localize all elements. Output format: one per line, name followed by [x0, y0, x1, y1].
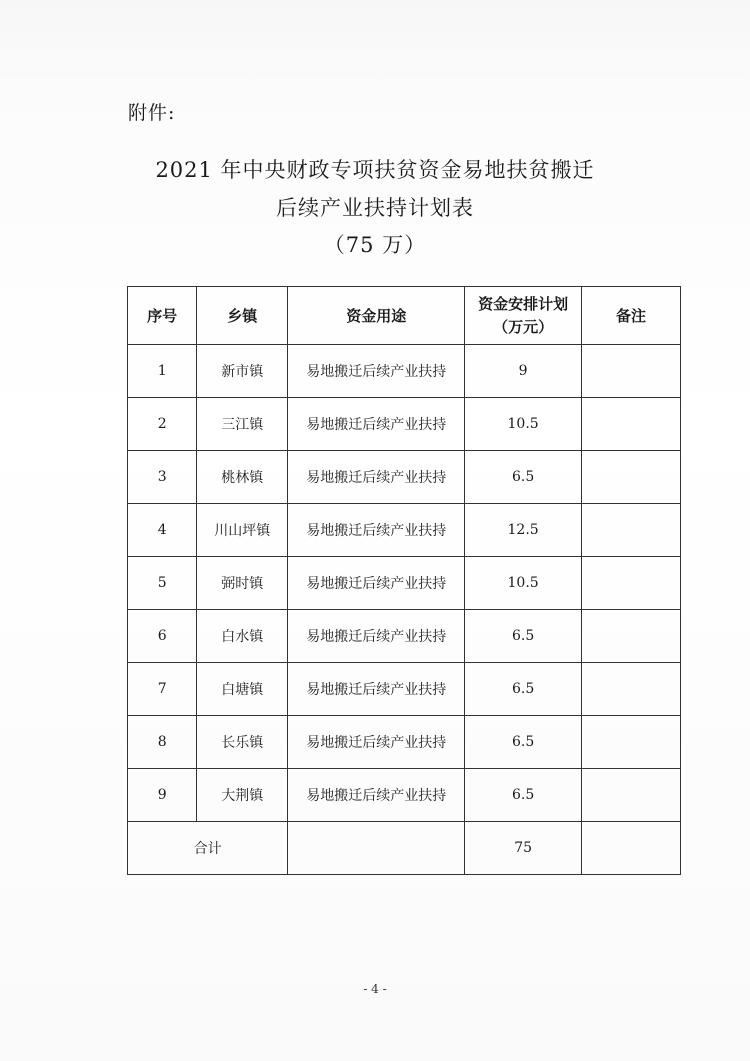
- row-remark: [582, 451, 681, 504]
- row-index: 8: [128, 716, 197, 769]
- row-usage: 易地搬迁后续产业扶持: [288, 610, 465, 663]
- table-row: [128, 504, 681, 557]
- row-remark: [582, 557, 681, 610]
- row-amount: 10.5: [465, 557, 582, 610]
- row-index: 5: [128, 557, 197, 610]
- row-amount: 9: [465, 345, 582, 398]
- row-amount: 6.5: [465, 716, 582, 769]
- row-index: 7: [128, 663, 197, 716]
- total-remark-cell: [582, 822, 681, 875]
- row-town: 弼时镇: [197, 557, 288, 610]
- title-line-1: 2021 年中央财政专项扶贫资金易地扶贫搬迁: [155, 158, 595, 182]
- table-body: [128, 345, 681, 822]
- row-usage: 易地搬迁后续产业扶持: [288, 769, 465, 822]
- total-row: [128, 822, 681, 875]
- row-town: 长乐镇: [197, 716, 288, 769]
- table-header-row: [128, 287, 681, 345]
- row-town: 新市镇: [197, 345, 288, 398]
- row-usage: 易地搬迁后续产业扶持: [288, 451, 465, 504]
- row-index: 9: [128, 769, 197, 822]
- row-remark: [582, 716, 681, 769]
- row-usage: 易地搬迁后续产业扶持: [288, 557, 465, 610]
- row-amount: 10.5: [465, 398, 582, 451]
- header-plan-line2: （万元）: [493, 317, 554, 336]
- row-town: 川山坪镇: [197, 504, 288, 557]
- row-index: 3: [128, 451, 197, 504]
- row-amount: 6.5: [465, 769, 582, 822]
- header-plan-line1: 资金安排计划: [478, 295, 569, 313]
- row-usage: 易地搬迁后续产业扶持: [288, 504, 465, 557]
- total-label: 合计: [128, 822, 288, 875]
- table-row: [128, 769, 681, 822]
- row-town: 白塘镇: [197, 663, 288, 716]
- title-line-2: 后续产业扶持计划表: [276, 196, 474, 220]
- row-town: 三江镇: [197, 398, 288, 451]
- header-town: 乡镇: [197, 287, 288, 345]
- row-index: 4: [128, 504, 197, 557]
- row-amount: 12.5: [465, 504, 582, 557]
- page-number: - 4 -: [363, 982, 387, 996]
- table-row: [128, 557, 681, 610]
- row-index: 1: [128, 345, 197, 398]
- row-remark: [582, 610, 681, 663]
- header-remark: 备注: [582, 287, 681, 345]
- row-amount: 6.5: [465, 663, 582, 716]
- row-town: 白水镇: [197, 610, 288, 663]
- table-row: [128, 610, 681, 663]
- table-row: [128, 716, 681, 769]
- row-index: 6: [128, 610, 197, 663]
- header-plan: [465, 287, 582, 345]
- row-remark: [582, 769, 681, 822]
- row-amount: 6.5: [465, 610, 582, 663]
- row-usage: 易地搬迁后续产业扶持: [288, 716, 465, 769]
- row-amount: 6.5: [465, 451, 582, 504]
- header-usage: 资金用途: [288, 287, 465, 345]
- row-usage: 易地搬迁后续产业扶持: [288, 398, 465, 451]
- row-remark: [582, 398, 681, 451]
- header-index: 序号: [128, 287, 197, 345]
- row-remark: [582, 345, 681, 398]
- row-usage: 易地搬迁后续产业扶持: [288, 345, 465, 398]
- row-remark: [582, 504, 681, 557]
- title-line-3: （75 万）: [323, 233, 427, 257]
- total-amount: 75: [465, 822, 582, 875]
- row-town: 桃林镇: [197, 451, 288, 504]
- attachment-label: 附件:: [128, 102, 176, 124]
- table-row: [128, 451, 681, 504]
- table-row: [128, 345, 681, 398]
- row-remark: [582, 663, 681, 716]
- row-index: 2: [128, 398, 197, 451]
- funding-plan-table: [127, 286, 681, 875]
- total-usage-cell: [288, 822, 465, 875]
- table-row: [128, 663, 681, 716]
- table-row: [128, 398, 681, 451]
- row-town: 大荆镇: [197, 769, 288, 822]
- row-usage: 易地搬迁后续产业扶持: [288, 663, 465, 716]
